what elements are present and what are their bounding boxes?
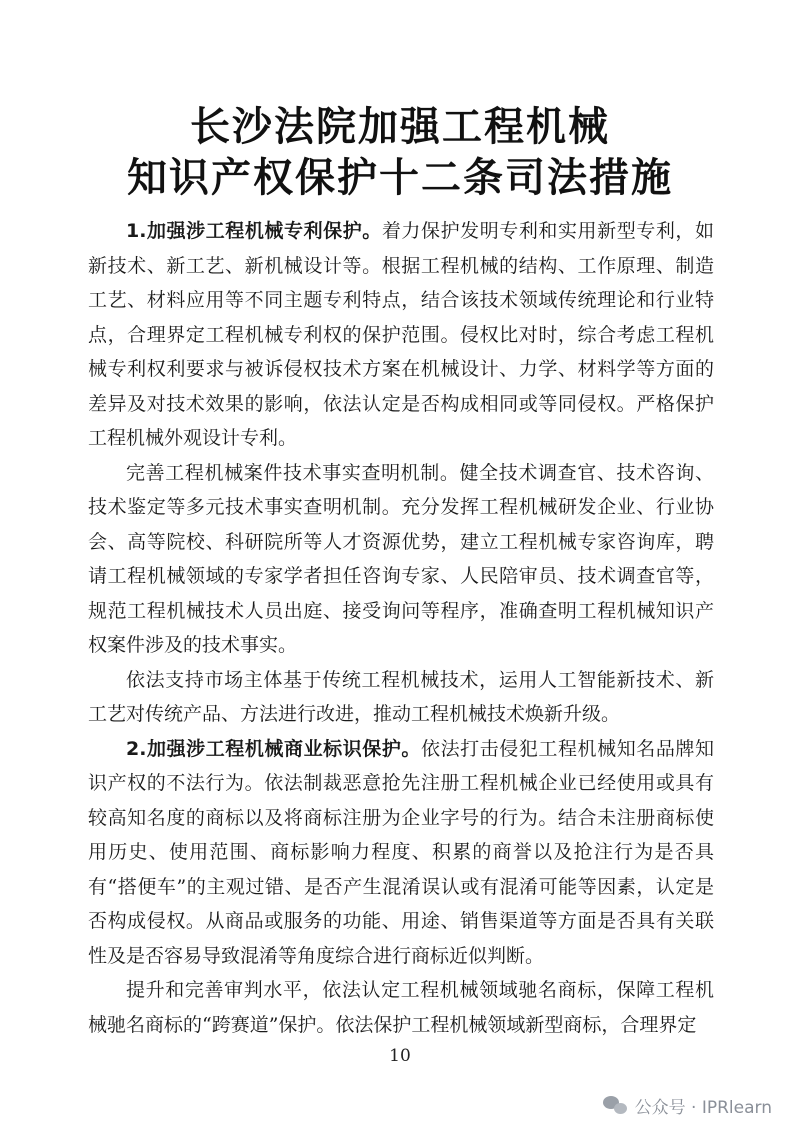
watermark-label: 公众号 · IPRlearn xyxy=(634,1097,772,1118)
wechat-icon xyxy=(603,1094,629,1116)
paragraph-1 xyxy=(88,214,714,456)
paragraph-5-text: 提升和完善审判水平，依法认定工程机械领域驰名商标，保障工程机械驰名商标的“跨赛道”保护。依法保护工程机械领域新型商标，合理界定 xyxy=(88,979,714,1036)
paragraph-4-text: 依法打击侵犯工程机械知名品牌知识产权的不法行为。依法制裁恶意抢先注册工程机械企业已经使用或具有较高知名度的商标以及将商标注册为企业字号的行为。结合未注册商标使用历史、使用范围、商标影响力程度、积累的商誉以及抢注行为是否具有“搭便车”的主观过错、是否产生混淆误认或有混淆可能等因素，认定是否构成侵权。从商品或服务的功能、用途、销售渠道等方面是否具有关联性及是否容易导致混淆等角度综合进行商标近似判断。 xyxy=(88,737,714,967)
paragraph-4-lead: 2.加强涉工程机械商业标识保护。 xyxy=(126,737,421,760)
paragraph-3 xyxy=(88,663,714,732)
page-number: 10 xyxy=(389,1046,411,1066)
paragraph-2 xyxy=(88,456,714,663)
title-line-1: 长沙法院加强工程机械 xyxy=(190,104,610,150)
paragraph-2-text: 完善工程机械案件技术事实查明机制。健全技术调查官、技术咨询、技术鉴定等多元技术事实查明机制。充分发挥工程机械研发企业、行业协会、高等院校、科研院所等人才资源优势，建立工程机械专家咨询库，聘请工程机械领域的专家学者担任咨询专家、人民陪审员、技术调查官等，规范工程机械技术人员出庭、接受询问等程序，准确查明工程机械知识产权案件涉及的技术事实。 xyxy=(88,461,714,656)
watermark xyxy=(603,1090,772,1120)
title-line-2: 知识产权保护十二条司法措施 xyxy=(127,155,673,201)
paragraph-5 xyxy=(88,973,714,1042)
paragraph-4 xyxy=(88,732,714,974)
paragraph-3-text: 依法支持市场主体基于传统工程机械技术，运用人工智能新技术、新工艺对传统产品、方法进行改进，推动工程机械技术焕新升级。 xyxy=(88,668,714,725)
document-body xyxy=(88,214,714,1042)
paragraph-1-text: 着力保护发明专利和实用新型专利，如新技术、新工艺、新机械设计等。根据工程机械的结构、工作原理、制造工艺、材料应用等不同主题专利特点，结合该技术领域传统理论和行业特点，合理界定工程机械专利权的保护范围。侵权比对时，综合考虑工程机械专利权利要求与被诉侵权技术方案在机械设计、力学、材料学等方面的差异及对技术效果的影响，依法认定是否构成相同或等同侵权。严格保护工程机械外观设计专利。 xyxy=(88,220,714,449)
paragraph-1-lead: 1.加强涉工程机械专利保护。 xyxy=(126,220,382,242)
